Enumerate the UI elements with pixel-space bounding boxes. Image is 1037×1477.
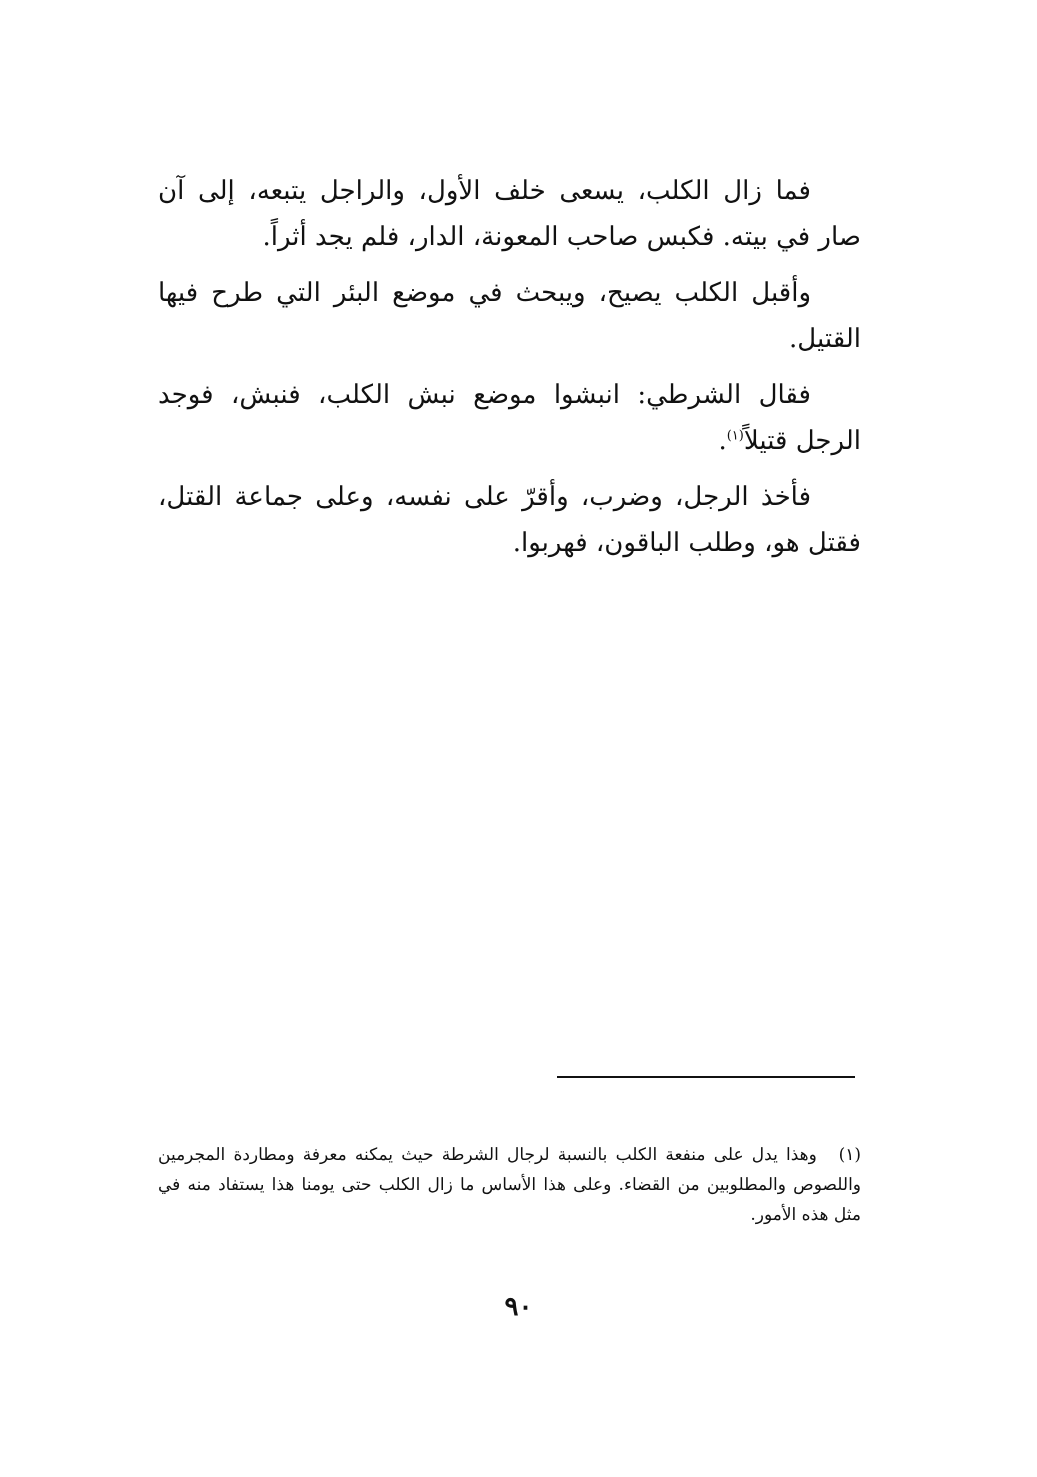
paragraph-4: فأخذ الرجل، وضرب، وأقرّ على نفسه، وعلى جماعة القتل، فقتل هو، وطلب الباقون، فهربوا. <box>158 482 861 558</box>
paragraph-3-text: فقال الشرطي: انبشوا موضع نبش الكلب، فنبش، فوجد الرجل قتيلاً <box>158 380 861 456</box>
main-text <box>158 168 861 576</box>
paragraph-3 <box>158 372 861 464</box>
footnote-number: (١) <box>838 1145 862 1165</box>
footnote-separator <box>557 1076 855 1078</box>
footnote-reference: (١) <box>726 428 744 444</box>
footnote <box>158 1140 861 1230</box>
page-number: ٩٠ <box>504 1292 533 1322</box>
paragraph-1: فما زال الكلب، يسعى خلف الأول، والراجل يتبعه، إلى آن صار في بيته. فكبس صاحب المعونة، الدار، فلم يجد أثراً. <box>158 176 861 252</box>
paragraph-2: وأقبل الكلب يصيح، ويبحث في موضع البئر التي طرح فيها القتيل. <box>158 278 861 354</box>
footnote-text: وهذا يدل على منفعة الكلب بالنسبة لرجال الشرطة حيث يمكنه معرفة ومطاردة المجرمين واللصوص والمطلوبين من القضاء. وعلى هذا الأساس ما زال الكلب حتى يومنا هذا يستفاد منه في مثل هذه الأمور. <box>158 1145 861 1225</box>
paragraph-3-end: . <box>718 426 727 456</box>
